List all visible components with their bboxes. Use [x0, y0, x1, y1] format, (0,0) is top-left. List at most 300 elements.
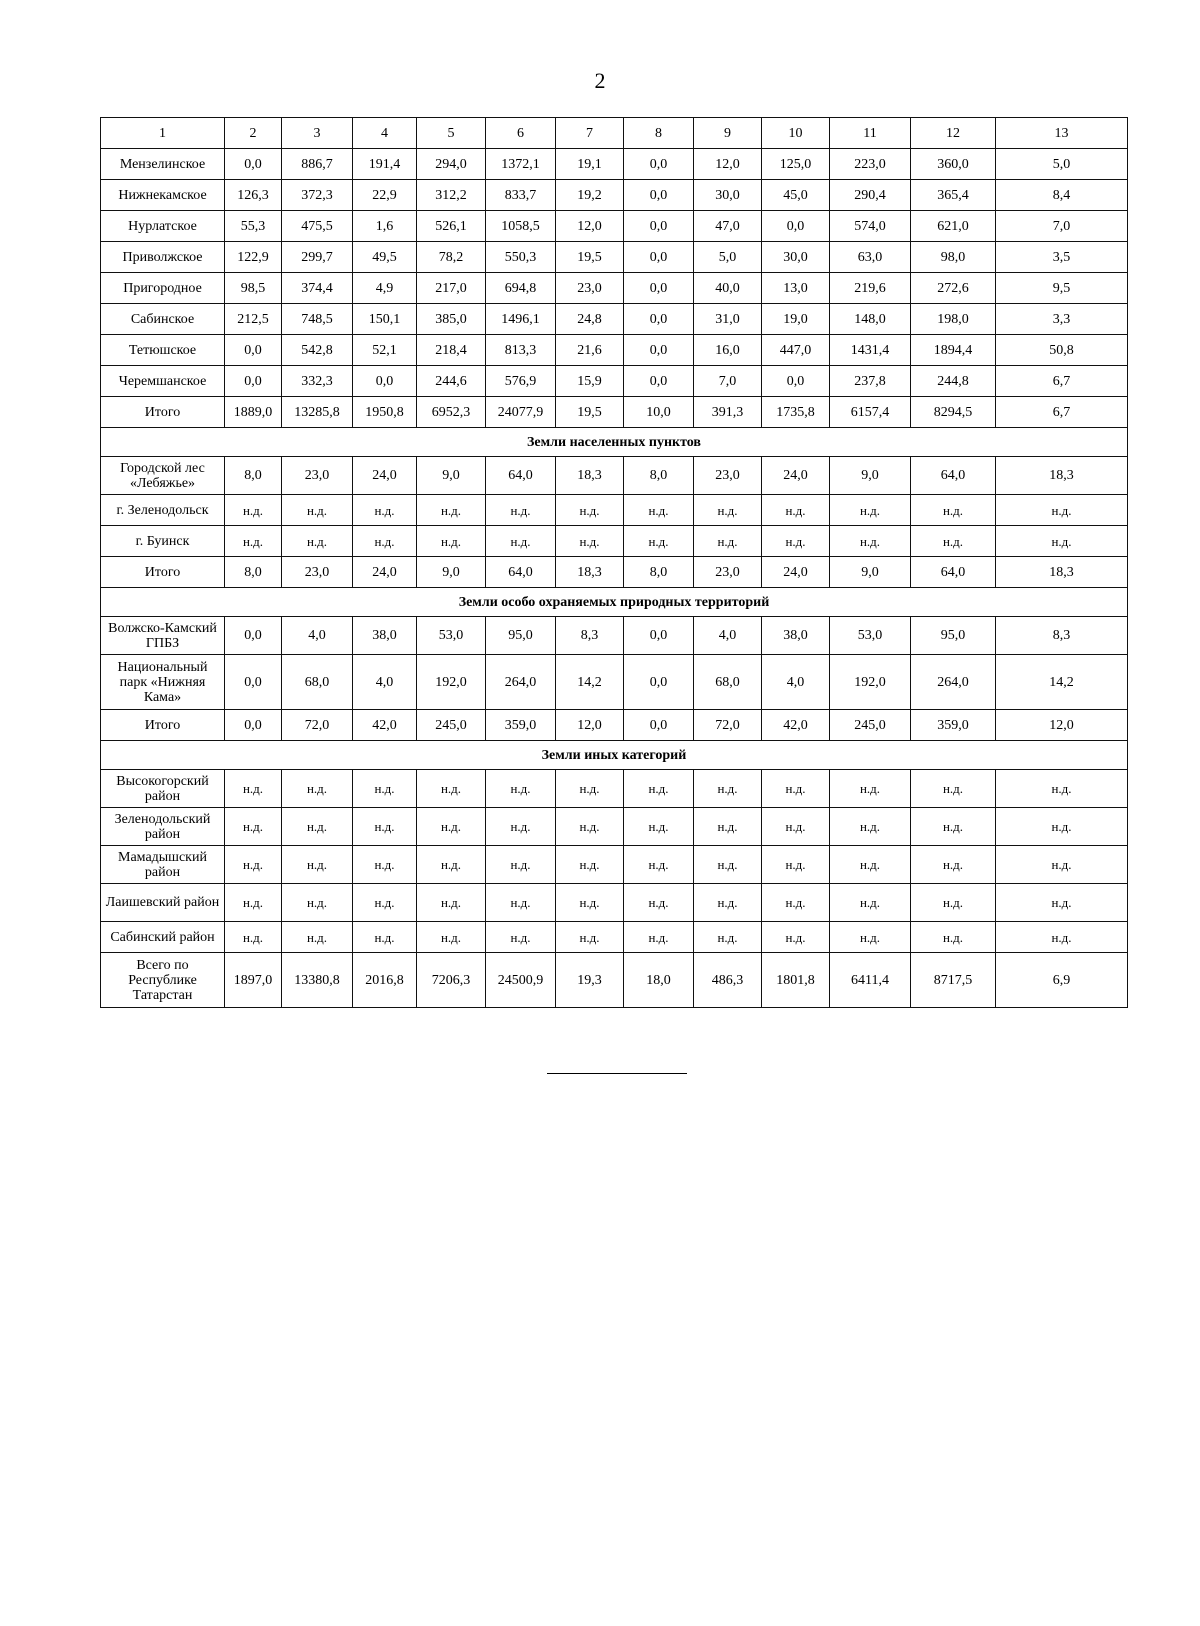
row-label: Лаишевский район: [101, 884, 225, 922]
table-cell: н.д.: [556, 808, 624, 846]
table-cell: 574,0: [830, 211, 911, 242]
table-cell: 1058,5: [486, 211, 556, 242]
table-cell: 148,0: [830, 304, 911, 335]
column-header: 9: [694, 118, 762, 149]
table-cell: 12,0: [996, 710, 1128, 741]
table-cell: 312,2: [417, 180, 486, 211]
table-cell: 24,8: [556, 304, 624, 335]
table-cell: н.д.: [694, 884, 762, 922]
table-cell: 0,0: [762, 211, 830, 242]
table-cell: 30,0: [694, 180, 762, 211]
table-cell: 245,0: [417, 710, 486, 741]
table-row: [101, 273, 1128, 304]
table-row: [101, 366, 1128, 397]
table-cell: 0,0: [225, 617, 282, 655]
table-cell: н.д.: [486, 884, 556, 922]
table-cell: 6,7: [996, 397, 1128, 428]
section-header-row: [101, 741, 1128, 770]
table-cell: 6411,4: [830, 953, 911, 1008]
table-cell: 4,0: [282, 617, 353, 655]
table-cell: 8717,5: [911, 953, 996, 1008]
table-cell: н.д.: [353, 922, 417, 953]
table-cell: 19,1: [556, 149, 624, 180]
table-cell: н.д.: [486, 526, 556, 557]
table-cell: 264,0: [911, 655, 996, 710]
table-cell: 18,3: [996, 557, 1128, 588]
table-cell: н.д.: [911, 808, 996, 846]
table-cell: 12,0: [556, 710, 624, 741]
table-row: [101, 710, 1128, 741]
table-cell: 24,0: [762, 557, 830, 588]
table-cell: 30,0: [762, 242, 830, 273]
table-cell: н.д.: [996, 770, 1128, 808]
table-row: [101, 180, 1128, 211]
table-cell: н.д.: [353, 846, 417, 884]
table-cell: 68,0: [282, 655, 353, 710]
table-cell: 3,5: [996, 242, 1128, 273]
table-cell: 23,0: [694, 557, 762, 588]
header-row: [101, 118, 1128, 149]
table-row: [101, 211, 1128, 242]
table-cell: 13380,8: [282, 953, 353, 1008]
table-cell: 47,0: [694, 211, 762, 242]
row-label: Высокогорский район: [101, 770, 225, 808]
table-cell: н.д.: [486, 808, 556, 846]
table-row: [101, 770, 1128, 808]
table-cell: 15,9: [556, 366, 624, 397]
table-cell: 24,0: [353, 457, 417, 495]
row-label: Нурлатское: [101, 211, 225, 242]
table-cell: 72,0: [282, 710, 353, 741]
table-cell: 886,7: [282, 149, 353, 180]
table-cell: н.д.: [911, 526, 996, 557]
table-cell: 0,0: [624, 211, 694, 242]
table-cell: н.д.: [417, 495, 486, 526]
table-cell: н.д.: [282, 808, 353, 846]
table-cell: 8,0: [225, 557, 282, 588]
table-cell: 9,5: [996, 273, 1128, 304]
table-cell: н.д.: [762, 495, 830, 526]
table-cell: н.д.: [694, 495, 762, 526]
land-data-table: [100, 117, 1128, 1008]
table-cell: 8,3: [556, 617, 624, 655]
table-cell: 0,0: [225, 655, 282, 710]
table-cell: 10,0: [624, 397, 694, 428]
table-cell: н.д.: [417, 526, 486, 557]
table-cell: 1894,4: [911, 335, 996, 366]
row-label: Итого: [101, 710, 225, 741]
table-cell: 14,2: [556, 655, 624, 710]
table-cell: 576,9: [486, 366, 556, 397]
table-cell: 63,0: [830, 242, 911, 273]
column-header: 8: [624, 118, 694, 149]
table-cell: н.д.: [225, 884, 282, 922]
table-cell: 192,0: [417, 655, 486, 710]
table-cell: 9,0: [417, 557, 486, 588]
table-cell: 23,0: [282, 457, 353, 495]
table-cell: 49,5: [353, 242, 417, 273]
column-header: 1: [101, 118, 225, 149]
table-row: [101, 457, 1128, 495]
column-header: 10: [762, 118, 830, 149]
table-cell: н.д.: [282, 884, 353, 922]
table-cell: 359,0: [486, 710, 556, 741]
table-cell: н.д.: [282, 846, 353, 884]
table-cell: 64,0: [486, 457, 556, 495]
table-cell: н.д.: [996, 846, 1128, 884]
table-cell: н.д.: [556, 884, 624, 922]
table-cell: н.д.: [762, 770, 830, 808]
table-cell: 50,8: [996, 335, 1128, 366]
table-cell: 6,9: [996, 953, 1128, 1008]
table-row: [101, 242, 1128, 273]
table-cell: 18,3: [996, 457, 1128, 495]
table-cell: н.д.: [353, 884, 417, 922]
table-cell: 7206,3: [417, 953, 486, 1008]
table-cell: н.д.: [417, 846, 486, 884]
table-cell: н.д.: [282, 526, 353, 557]
row-label: Сабинское: [101, 304, 225, 335]
table-cell: 24,0: [762, 457, 830, 495]
table-cell: 24500,9: [486, 953, 556, 1008]
table-body: [101, 118, 1128, 1008]
table-cell: н.д.: [830, 846, 911, 884]
table-cell: 223,0: [830, 149, 911, 180]
table-cell: 542,8: [282, 335, 353, 366]
table-cell: 22,9: [353, 180, 417, 211]
table-cell: 391,3: [694, 397, 762, 428]
table-cell: 294,0: [417, 149, 486, 180]
table-cell: 6952,3: [417, 397, 486, 428]
table-cell: 45,0: [762, 180, 830, 211]
table-cell: н.д.: [353, 495, 417, 526]
table-cell: н.д.: [556, 495, 624, 526]
table-cell: 53,0: [830, 617, 911, 655]
table-cell: 0,0: [624, 273, 694, 304]
table-cell: 0,0: [624, 710, 694, 741]
table-cell: 5,0: [996, 149, 1128, 180]
row-label: Тетюшское: [101, 335, 225, 366]
table-cell: 332,3: [282, 366, 353, 397]
table-cell: н.д.: [911, 846, 996, 884]
table-cell: н.д.: [996, 495, 1128, 526]
table-cell: 21,6: [556, 335, 624, 366]
table-cell: 2016,8: [353, 953, 417, 1008]
table-cell: н.д.: [282, 495, 353, 526]
table-cell: 38,0: [762, 617, 830, 655]
table-row: [101, 335, 1128, 366]
table-row: [101, 846, 1128, 884]
table-cell: 212,5: [225, 304, 282, 335]
table-cell: 23,0: [282, 557, 353, 588]
table-cell: н.д.: [911, 922, 996, 953]
table-cell: 18,3: [556, 557, 624, 588]
column-header: 6: [486, 118, 556, 149]
table-row: [101, 884, 1128, 922]
table-cell: н.д.: [353, 808, 417, 846]
table-cell: 526,1: [417, 211, 486, 242]
table-cell: 7,0: [694, 366, 762, 397]
table-cell: н.д.: [911, 495, 996, 526]
row-label: Сабинский район: [101, 922, 225, 953]
table-cell: н.д.: [694, 846, 762, 884]
table-cell: н.д.: [624, 770, 694, 808]
table-cell: 244,6: [417, 366, 486, 397]
table-cell: н.д.: [830, 922, 911, 953]
table-cell: 0,0: [353, 366, 417, 397]
table-cell: 4,0: [353, 655, 417, 710]
table-cell: 191,4: [353, 149, 417, 180]
table-cell: н.д.: [624, 846, 694, 884]
row-label: Пригородное: [101, 273, 225, 304]
table-row: [101, 557, 1128, 588]
table-cell: 31,0: [694, 304, 762, 335]
table-cell: н.д.: [417, 922, 486, 953]
table-cell: н.д.: [830, 495, 911, 526]
table-cell: 125,0: [762, 149, 830, 180]
table-cell: н.д.: [486, 495, 556, 526]
table-cell: 9,0: [830, 457, 911, 495]
table-cell: 365,4: [911, 180, 996, 211]
table-cell: 813,3: [486, 335, 556, 366]
table-cell: 4,0: [762, 655, 830, 710]
column-header: 3: [282, 118, 353, 149]
table-cell: н.д.: [911, 770, 996, 808]
table-cell: н.д.: [830, 526, 911, 557]
table-cell: 38,0: [353, 617, 417, 655]
table-cell: н.д.: [225, 495, 282, 526]
table-cell: 19,0: [762, 304, 830, 335]
table-cell: 385,0: [417, 304, 486, 335]
table-cell: 1372,1: [486, 149, 556, 180]
table-cell: н.д.: [762, 884, 830, 922]
row-label: Итого: [101, 557, 225, 588]
table-cell: н.д.: [556, 846, 624, 884]
section-header-row: [101, 428, 1128, 457]
row-label: Национальный парк «Нижняя Кама»: [101, 655, 225, 710]
table-cell: 19,5: [556, 242, 624, 273]
table-cell: 1496,1: [486, 304, 556, 335]
table-cell: н.д.: [556, 922, 624, 953]
table-cell: 126,3: [225, 180, 282, 211]
column-header: 2: [225, 118, 282, 149]
table-cell: н.д.: [225, 808, 282, 846]
table-cell: 18,0: [624, 953, 694, 1008]
column-header: 5: [417, 118, 486, 149]
table-cell: н.д.: [830, 884, 911, 922]
table-cell: 486,3: [694, 953, 762, 1008]
table-cell: 1801,8: [762, 953, 830, 1008]
table-cell: 7,0: [996, 211, 1128, 242]
table-cell: 19,2: [556, 180, 624, 211]
section-title: Земли особо охраняемых природных территорий: [101, 588, 1128, 617]
table-cell: н.д.: [996, 884, 1128, 922]
table-cell: 272,6: [911, 273, 996, 304]
table-cell: 0,0: [624, 335, 694, 366]
table-cell: н.д.: [486, 770, 556, 808]
table-cell: н.д.: [694, 922, 762, 953]
table-cell: н.д.: [225, 846, 282, 884]
table-cell: н.д.: [225, 526, 282, 557]
table-cell: н.д.: [694, 770, 762, 808]
table-cell: н.д.: [762, 526, 830, 557]
row-label: г. Зеленодольск: [101, 495, 225, 526]
table-cell: 475,5: [282, 211, 353, 242]
table-cell: 12,0: [694, 149, 762, 180]
row-label: Мамадышский район: [101, 846, 225, 884]
table-cell: 42,0: [353, 710, 417, 741]
table-cell: 0,0: [624, 366, 694, 397]
table-cell: 0,0: [225, 710, 282, 741]
table-cell: 833,7: [486, 180, 556, 211]
table-cell: 8,0: [225, 457, 282, 495]
table-cell: 55,3: [225, 211, 282, 242]
table-row: [101, 617, 1128, 655]
table-cell: 374,4: [282, 273, 353, 304]
row-label: Мензелинское: [101, 149, 225, 180]
table-cell: 3,3: [996, 304, 1128, 335]
table-cell: 23,0: [556, 273, 624, 304]
row-label: Городской лес «Лебяжье»: [101, 457, 225, 495]
table-cell: 217,0: [417, 273, 486, 304]
end-rule: [547, 1073, 687, 1074]
table-cell: 64,0: [486, 557, 556, 588]
table-cell: 98,0: [911, 242, 996, 273]
table-row: [101, 526, 1128, 557]
table-cell: 13285,8: [282, 397, 353, 428]
table-cell: 245,0: [830, 710, 911, 741]
table-cell: 360,0: [911, 149, 996, 180]
table-cell: 13,0: [762, 273, 830, 304]
table-cell: н.д.: [694, 526, 762, 557]
table-cell: 237,8: [830, 366, 911, 397]
table-cell: 42,0: [762, 710, 830, 741]
table-row: [101, 655, 1128, 710]
row-label: Волжско-Камский ГПБЗ: [101, 617, 225, 655]
table-cell: 64,0: [911, 557, 996, 588]
page-number: 2: [594, 68, 606, 93]
column-header: 12: [911, 118, 996, 149]
table-cell: 68,0: [694, 655, 762, 710]
table-cell: 0,0: [624, 180, 694, 211]
table-cell: н.д.: [282, 770, 353, 808]
table-cell: 264,0: [486, 655, 556, 710]
table-cell: н.д.: [556, 770, 624, 808]
table-cell: 192,0: [830, 655, 911, 710]
table-cell: н.д.: [417, 808, 486, 846]
table-cell: 8,3: [996, 617, 1128, 655]
table-cell: 694,8: [486, 273, 556, 304]
table-cell: н.д.: [225, 770, 282, 808]
table-cell: 372,3: [282, 180, 353, 211]
table-cell: 550,3: [486, 242, 556, 273]
table-row: [101, 304, 1128, 335]
table-cell: н.д.: [417, 884, 486, 922]
table-row: [101, 397, 1128, 428]
table-cell: 299,7: [282, 242, 353, 273]
table-cell: 72,0: [694, 710, 762, 741]
table-cell: 1,6: [353, 211, 417, 242]
table-cell: 4,0: [694, 617, 762, 655]
table-cell: 9,0: [830, 557, 911, 588]
table-cell: 122,9: [225, 242, 282, 273]
table-cell: 1897,0: [225, 953, 282, 1008]
row-label: Черемшанское: [101, 366, 225, 397]
table-cell: 8294,5: [911, 397, 996, 428]
table-cell: 0,0: [225, 335, 282, 366]
table-row: [101, 495, 1128, 526]
table-cell: н.д.: [225, 922, 282, 953]
table-cell: 0,0: [762, 366, 830, 397]
table-cell: н.д.: [830, 808, 911, 846]
table-cell: 218,4: [417, 335, 486, 366]
table-cell: н.д.: [762, 808, 830, 846]
table-cell: н.д.: [694, 808, 762, 846]
table-cell: н.д.: [486, 922, 556, 953]
table-cell: 8,0: [624, 557, 694, 588]
column-header: 11: [830, 118, 911, 149]
table-cell: 1950,8: [353, 397, 417, 428]
table-cell: 98,5: [225, 273, 282, 304]
section-title: Земли иных категорий: [101, 741, 1128, 770]
table-cell: н.д.: [486, 846, 556, 884]
row-label: Нижнекамское: [101, 180, 225, 211]
table-cell: н.д.: [282, 922, 353, 953]
table-cell: 12,0: [556, 211, 624, 242]
table-cell: 9,0: [417, 457, 486, 495]
table-cell: н.д.: [624, 495, 694, 526]
table-cell: 0,0: [624, 304, 694, 335]
table-cell: 19,3: [556, 953, 624, 1008]
table-cell: 53,0: [417, 617, 486, 655]
table-cell: 8,0: [624, 457, 694, 495]
table-cell: н.д.: [624, 526, 694, 557]
table-cell: н.д.: [996, 526, 1128, 557]
table-cell: 95,0: [486, 617, 556, 655]
table-cell: 40,0: [694, 273, 762, 304]
table-cell: 19,5: [556, 397, 624, 428]
table-cell: н.д.: [996, 922, 1128, 953]
table-cell: 1735,8: [762, 397, 830, 428]
column-header: 4: [353, 118, 417, 149]
table-cell: 150,1: [353, 304, 417, 335]
table-cell: 290,4: [830, 180, 911, 211]
table-cell: н.д.: [556, 526, 624, 557]
table-cell: н.д.: [624, 808, 694, 846]
table-cell: н.д.: [353, 770, 417, 808]
table-cell: 4,9: [353, 273, 417, 304]
table-cell: н.д.: [762, 846, 830, 884]
table-cell: 64,0: [911, 457, 996, 495]
table-cell: 6157,4: [830, 397, 911, 428]
table-cell: 6,7: [996, 366, 1128, 397]
table-cell: н.д.: [830, 770, 911, 808]
table-cell: 0,0: [624, 149, 694, 180]
table-cell: 1431,4: [830, 335, 911, 366]
table-cell: 621,0: [911, 211, 996, 242]
row-label: Приволжское: [101, 242, 225, 273]
table-row: [101, 922, 1128, 953]
table-cell: н.д.: [353, 526, 417, 557]
table-cell: 24077,9: [486, 397, 556, 428]
table-cell: 14,2: [996, 655, 1128, 710]
table-cell: 447,0: [762, 335, 830, 366]
table-cell: 0,0: [225, 149, 282, 180]
table-cell: 748,5: [282, 304, 353, 335]
table-cell: 5,0: [694, 242, 762, 273]
table-cell: 0,0: [624, 242, 694, 273]
table-row: [101, 149, 1128, 180]
